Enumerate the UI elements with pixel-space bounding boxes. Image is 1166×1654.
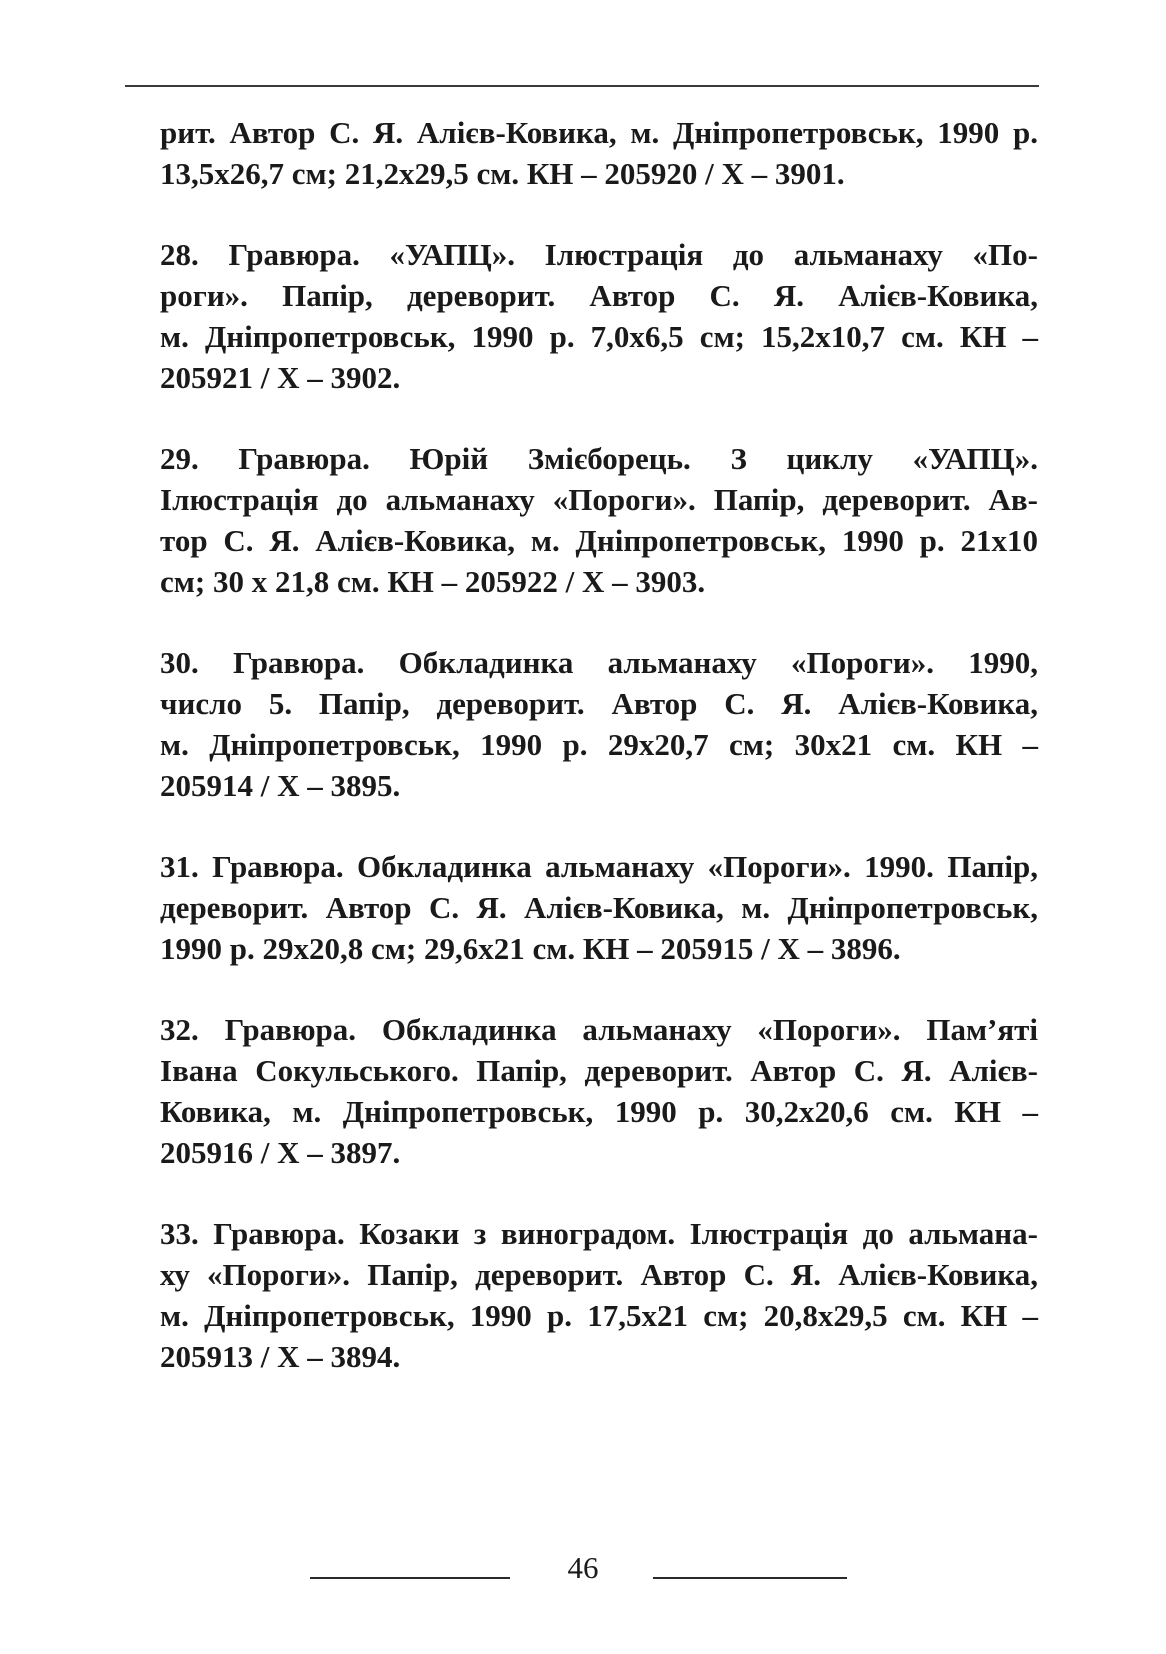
entry-paragraph	[160, 1213, 1038, 1377]
text-line: 205914 / Х – 3895.	[160, 768, 401, 803]
page-number: 46	[567, 1550, 599, 1585]
text-line: число 5. Папір, дереворит. Автор С. Я. Алієв-Ковика,	[160, 686, 1038, 721]
text-line: 32. Гравюра. Обкладинка альманаху «Пороги». Пам’яті	[160, 1012, 1038, 1047]
text-line: м. Дніпропетровськ, 1990 р. 17,5х21 см; 20,8х29,5 см. КН –	[160, 1298, 1038, 1333]
text-line: 30. Гравюра. Обкладинка альманаху «Пороги». 1990,	[160, 645, 1038, 680]
text-line: роги». Папір, дереворит. Автор С. Я. Алієв-Ковика,	[160, 278, 1038, 313]
page-body	[160, 112, 1038, 1377]
text-line: 33. Гравюра. Козаки з виноградом. Ілюстрація до альмана-	[160, 1216, 1038, 1251]
text-line: 205921 / Х – 3902.	[160, 360, 401, 395]
page-footer	[0, 1550, 1166, 1586]
entry-paragraph	[160, 642, 1038, 806]
footer-rule-right	[653, 1577, 847, 1579]
entry-paragraph	[160, 112, 1038, 194]
text-line: Івана Сокульського. Папір, дереворит. Автор С. Я. Алієв-	[160, 1053, 1038, 1088]
text-line: 29. Гравюра. Юрій Змієборець. З циклу «УАПЦ».	[160, 441, 1038, 476]
entry-paragraph	[160, 1009, 1038, 1173]
text-line: см; 30 х 21,8 см. КН – 205922 / Х – 3903.	[160, 564, 706, 599]
entry-paragraph	[160, 234, 1038, 398]
text-line: 205913 / Х – 3894.	[160, 1339, 401, 1374]
entry-paragraph	[160, 846, 1038, 969]
header-rule	[125, 85, 1039, 87]
footer-rule-left	[310, 1577, 510, 1579]
text-line: 31. Гравюра. Обкладинка альманаху «Пороги». 1990. Папір,	[160, 849, 1038, 884]
text-line: 13,5х26,7 см; 21,2х29,5 см. КН – 205920 / Х – 3901.	[160, 156, 845, 191]
text-line: ху «Пороги». Папір, дереворит. Автор С. Я. Алієв-Ковика,	[160, 1257, 1038, 1292]
text-line: 1990 р. 29х20,8 см; 29,6х21 см. КН – 205915 / Х – 3896.	[160, 931, 901, 966]
text-line: дереворит. Автор С. Я. Алієв-Ковика, м. Дніпропетровськ,	[160, 890, 1038, 925]
text-line: Ковика, м. Дніпропетровськ, 1990 р. 30,2х20,6 см. КН –	[160, 1094, 1038, 1129]
text-line: 205916 / Х – 3897.	[160, 1135, 401, 1170]
text-line: м. Дніпропетровськ, 1990 р. 29х20,7 см; 30х21 см. КН –	[160, 727, 1038, 762]
text-line: 28. Гравюра. «УАПЦ». Ілюстрація до альманаху «По-	[160, 237, 1038, 272]
text-line: Ілюстрація до альманаху «Пороги». Папір, дереворит. Ав-	[160, 482, 1038, 517]
text-line: рит. Автор С. Я. Алієв-Ковика, м. Дніпропетровськ, 1990 р.	[160, 115, 1038, 150]
text-line: м. Дніпропетровськ, 1990 р. 7,0х6,5 см; 15,2х10,7 см. КН –	[160, 319, 1038, 354]
entry-paragraph	[160, 438, 1038, 602]
text-line: тор С. Я. Алієв-Ковика, м. Дніпропетровськ, 1990 р. 21х10	[160, 523, 1038, 558]
